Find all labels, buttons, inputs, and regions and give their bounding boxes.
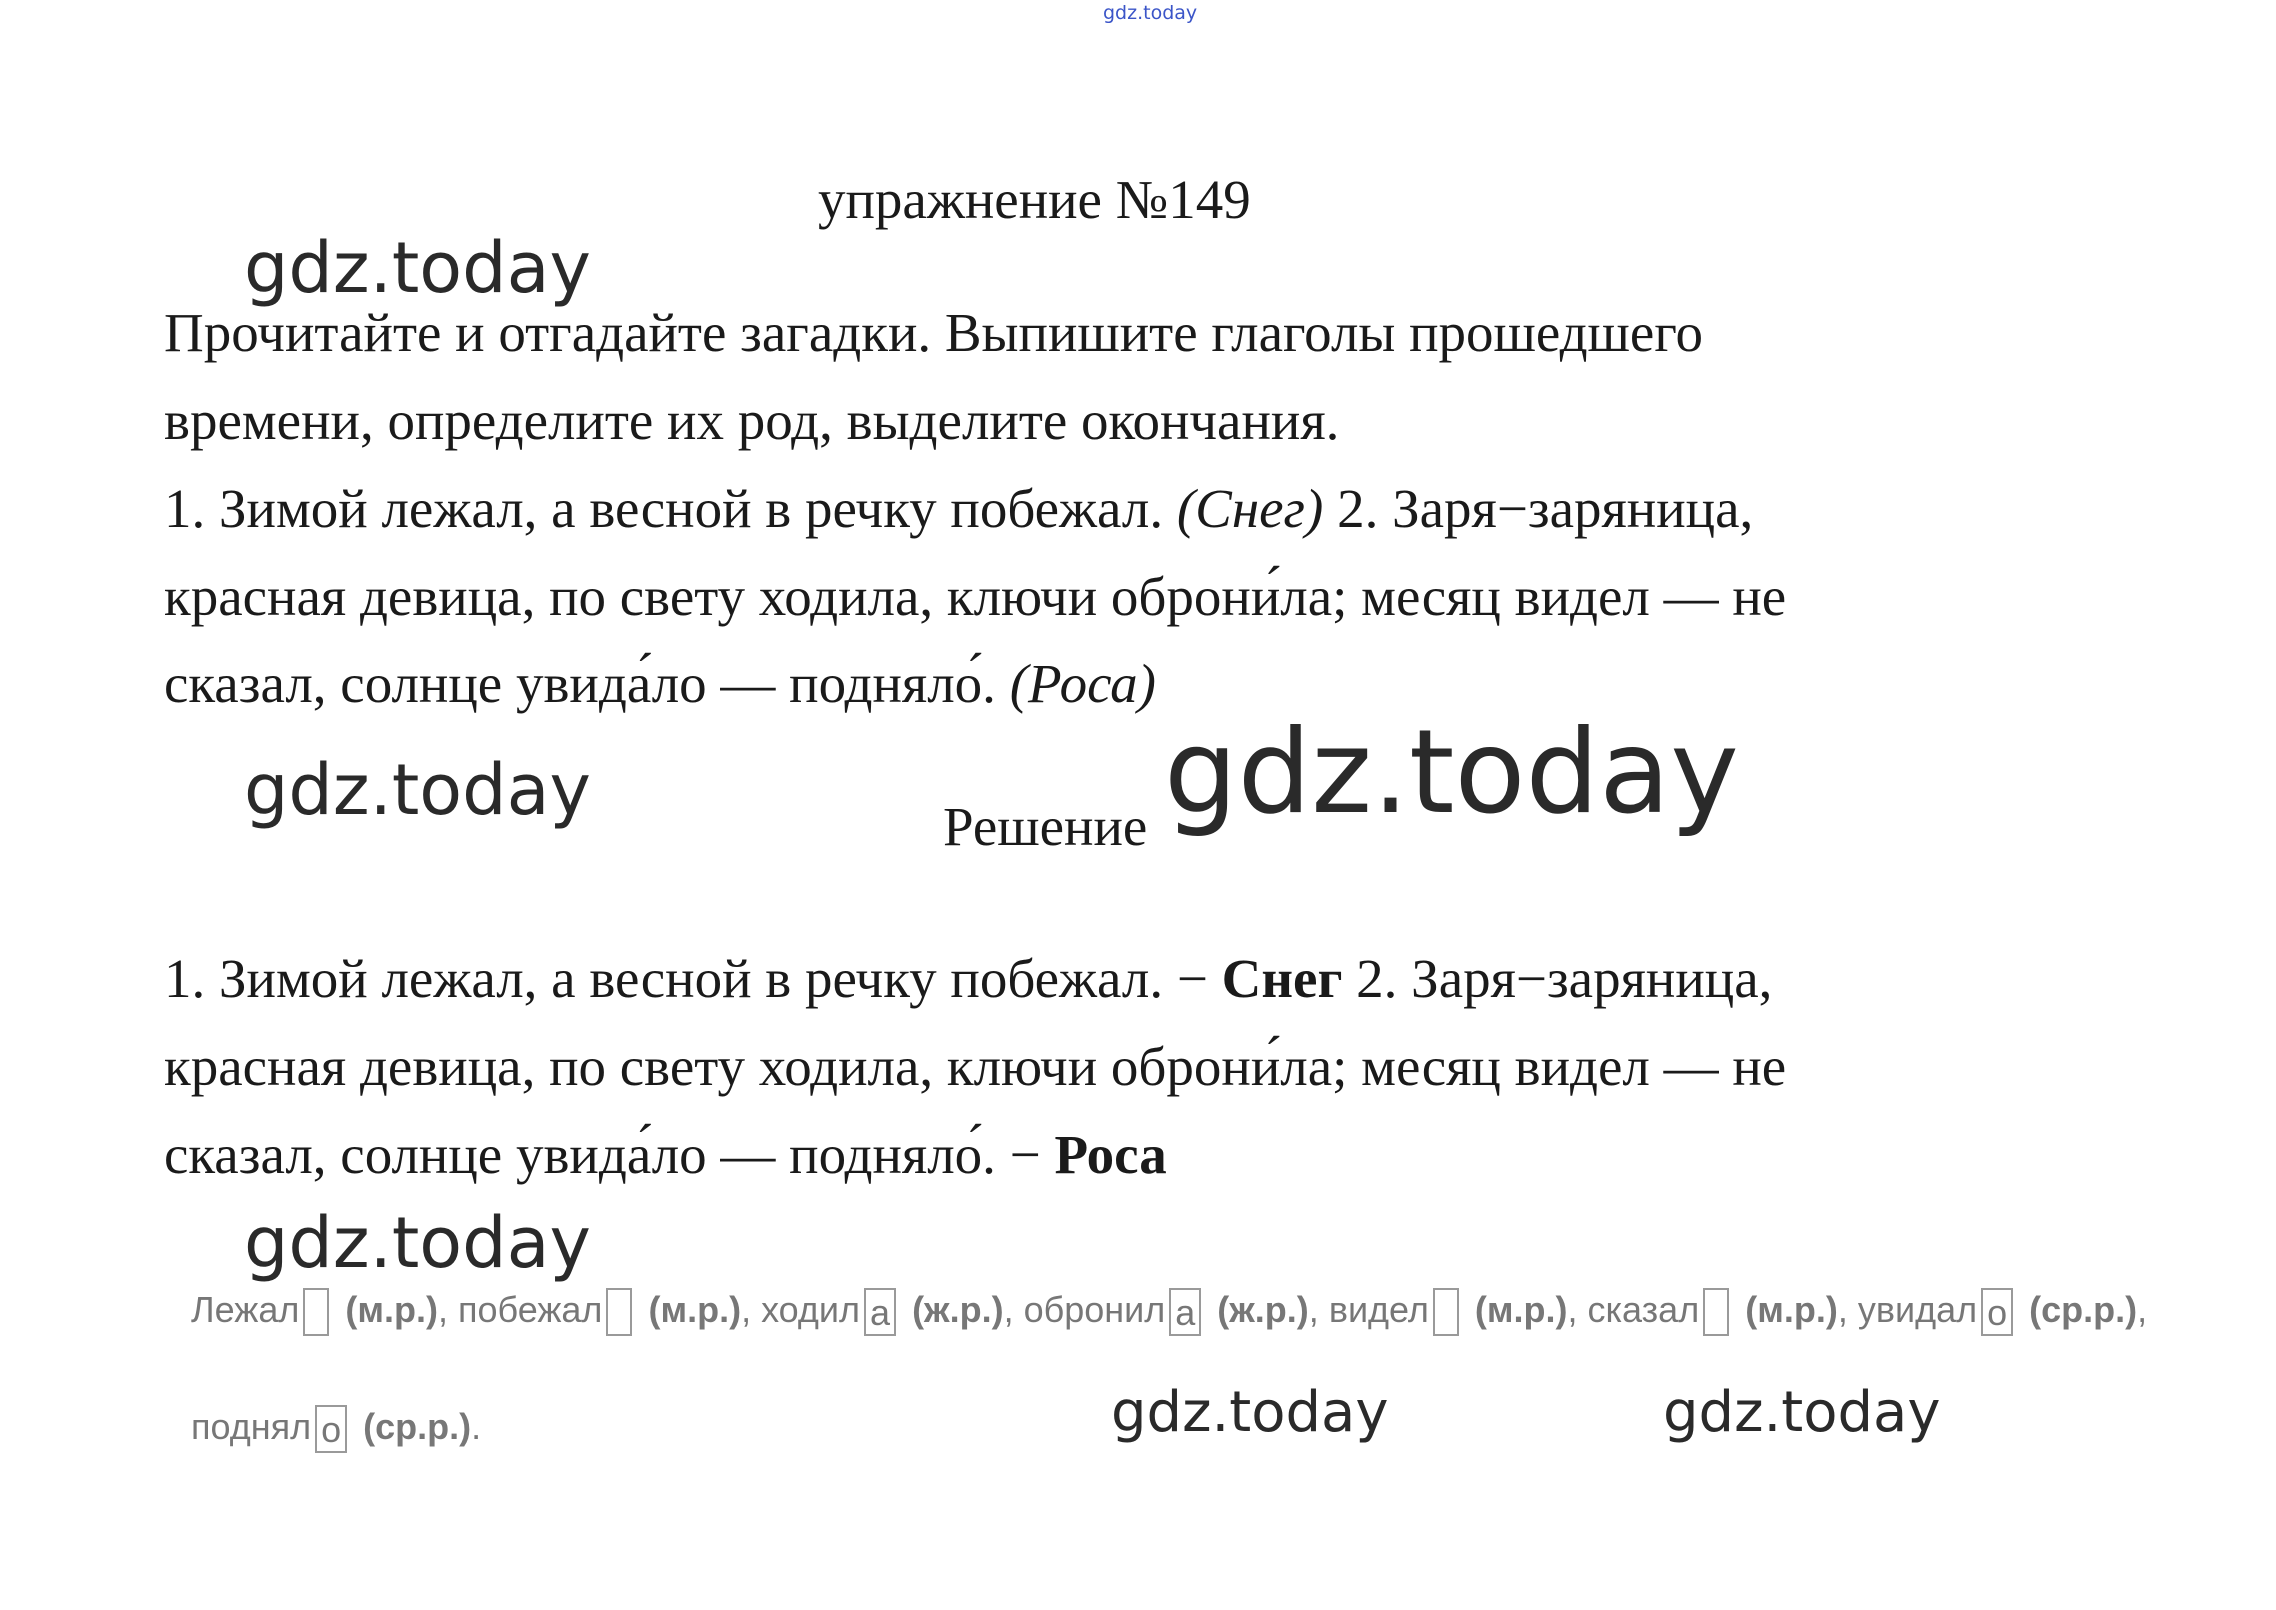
verb-stem: увидал [1857,1288,1978,1330]
ending-box [1703,1288,1729,1336]
riddle2-answer: (Роса) [1009,653,1156,714]
solution-riddle1-text: 1. Зимой лежал, а весной в речку побежал. − [164,948,1208,1009]
page-title: упражнение №149 [818,169,1251,230]
separator: . [471,1405,482,1447]
ending-box: о [315,1405,347,1453]
watermark: gdz.today [244,1202,591,1284]
site-tag: gdz.today [1103,2,1198,24]
answer-line-1 [191,1288,2147,1336]
answer-item [761,1288,1024,1333]
solution-line-1 [164,947,1772,1010]
gender-label: (ж.р.) [1217,1288,1309,1330]
answer-item [1329,1289,1588,1330]
ending-box: о [1981,1288,2013,1336]
watermark: gdz.today [1111,1380,1389,1445]
separator: , [2137,1288,2148,1330]
task-riddle-line-1 [164,477,1753,540]
answer-item [191,1289,458,1330]
ending-box: а [1169,1288,1201,1336]
separator: , [437,1288,458,1330]
answer-line-2 [191,1405,481,1453]
watermark: gdz.today [1164,705,1739,840]
riddle1-answer: (Снег) [1176,478,1324,539]
ending-box [303,1288,329,1336]
riddle2-end: сказал, солнце увида́ло — подняло́. [164,653,996,714]
gender-label: (ж.р.) [912,1288,1004,1330]
watermark: gdz.today [244,749,591,831]
separator: , [1003,1288,1024,1330]
ending-box [606,1288,632,1336]
answer-item [458,1289,761,1330]
answer-item [191,1405,482,1450]
watermark: gdz.today [244,227,591,309]
solution-line-3 [164,1123,1167,1186]
task-instruction-line-2: времени, определите их род, выделите окончания. [164,390,1340,451]
gender-label: (ср.р.) [2029,1288,2138,1330]
verb-stem: сказал [1587,1288,1700,1330]
solution-riddle2-start: 2. Заря−заряница, [1356,948,1773,1009]
answer-item [1588,1289,1858,1330]
solution-line-2: красная девица, по свету ходила, ключи оброни́ла; месяц видел — не [164,1036,1787,1097]
verb-stem: видел [1328,1288,1429,1330]
verb-stem: обронил [1023,1288,1166,1330]
separator: , [1837,1288,1858,1330]
ending-box: а [864,1288,896,1336]
separator: , [741,1288,762,1330]
solution-riddle1-answer: Снег [1221,948,1343,1009]
ending-box [1433,1288,1459,1336]
riddle2-start: 2. Заря−заряница, [1337,478,1754,539]
verb-stem: ходил [761,1288,861,1330]
gender-label: (м.р.) [1745,1288,1838,1330]
answer-item [1023,1288,1329,1333]
gender-label: (м.р.) [648,1288,742,1330]
verb-stem: побежал [457,1288,603,1330]
verb-stem: Лежал [191,1288,300,1330]
separator: , [1308,1288,1329,1330]
separator: , [1567,1288,1588,1330]
gender-label: (ср.р.) [363,1405,472,1447]
task-riddle-line-3 [164,652,1156,715]
gender-label: (м.р.) [345,1288,438,1330]
solution-heading: Решение [943,796,1148,857]
verb-stem: поднял [191,1405,312,1447]
task-riddle-line-2: красная девица, по свету ходила, ключи оброни́ла; месяц видел — не [164,566,1787,627]
solution-riddle2-end: сказал, солнце увида́ло — подняло́. − [164,1124,1041,1185]
riddle1-text: 1. Зимой лежал, а весной в речку побежал. [164,478,1164,539]
gender-label: (м.р.) [1474,1288,1568,1330]
watermark: gdz.today [1663,1380,1941,1445]
solution-riddle2-answer: Роса [1054,1124,1167,1185]
answer-item [1857,1288,2148,1333]
task-instruction-line-1: Прочитайте и отгадайте загадки. Выпишите глаголы прошедшего [164,302,1704,363]
